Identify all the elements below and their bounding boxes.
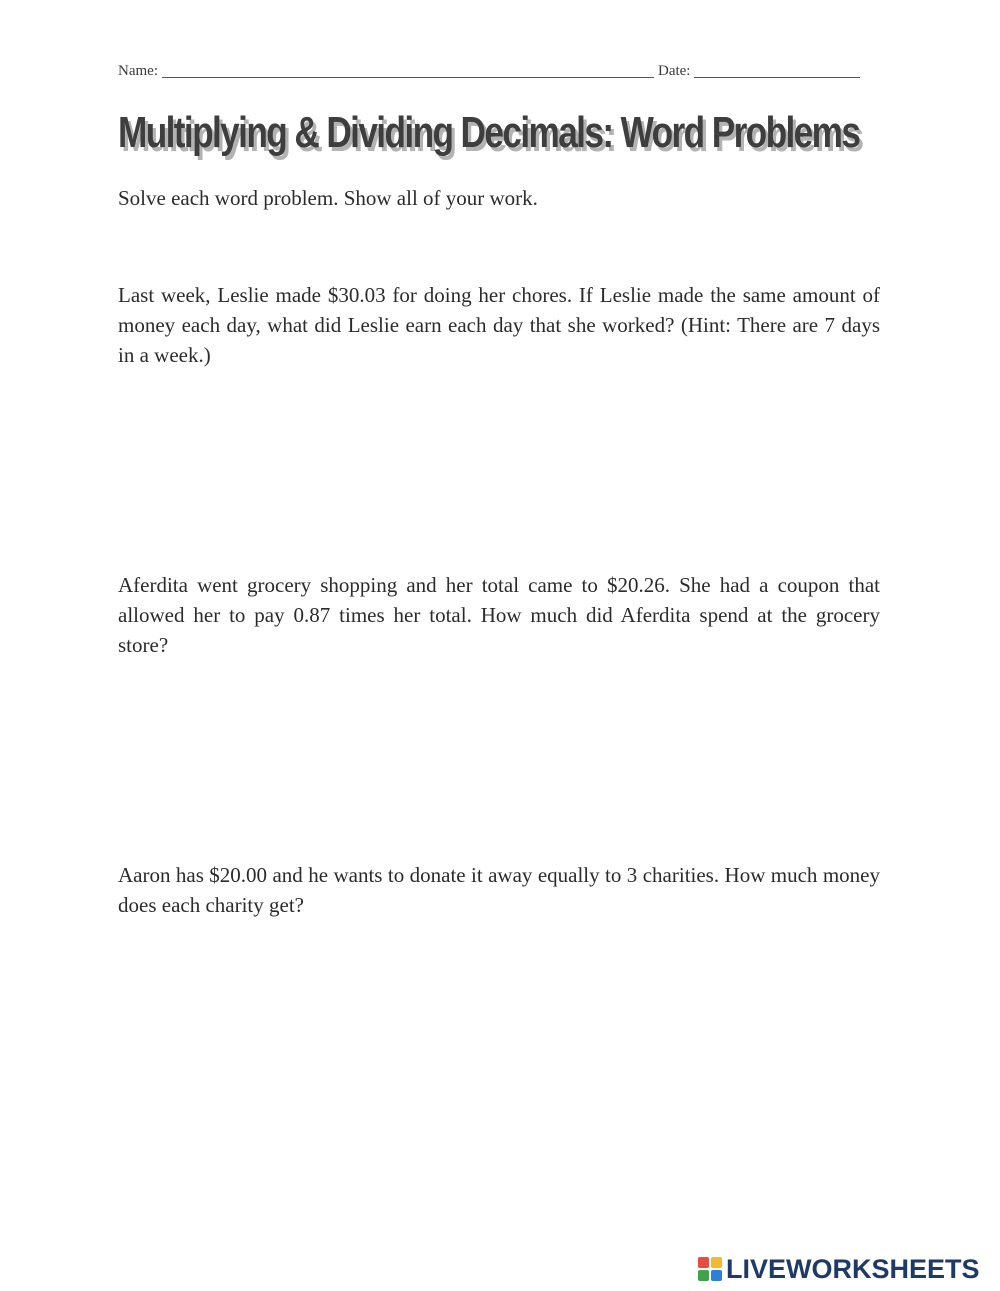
liveworksheets-brand: [698, 1254, 980, 1284]
word-problem-3: Aaron has $20.00 and he wants to donate it away equally to 3 charities. How much money does each charity get?: [118, 863, 880, 917]
word-problem-1: Last week, Leslie made $30.03 for doing her chores. If Leslie made the same amount of money each day, what did Leslie earn each day that she worked? (Hint: There are 7 days in a week.): [118, 283, 880, 367]
logo-square-green: [698, 1270, 709, 1281]
logo-square-red: [698, 1257, 709, 1268]
name-date-header: [118, 58, 878, 80]
date-label: Date:: [657, 63, 691, 79]
name-field[interactable]: [162, 61, 654, 78]
name-label: Name:: [118, 63, 158, 79]
logo-square-blue: [711, 1270, 722, 1281]
liveworksheets-logo-icon: [698, 1257, 722, 1281]
word-problem-2: Aferdita went grocery shopping and her total came to $20.26. She had a coupon that allowed her to pay 0.87 times her total. How much did Aferdita spend at the grocery store?: [118, 573, 880, 657]
worksheet-title: Multiplying & Dividing Decimals: Word Problems: [118, 108, 860, 157]
logo-square-yellow: [711, 1257, 722, 1268]
brand-name: LIVEWORKSHEETS: [726, 1253, 980, 1284]
date-field[interactable]: [694, 61, 860, 78]
instructions: Solve each word problem. Show all of your work.: [118, 186, 538, 210]
